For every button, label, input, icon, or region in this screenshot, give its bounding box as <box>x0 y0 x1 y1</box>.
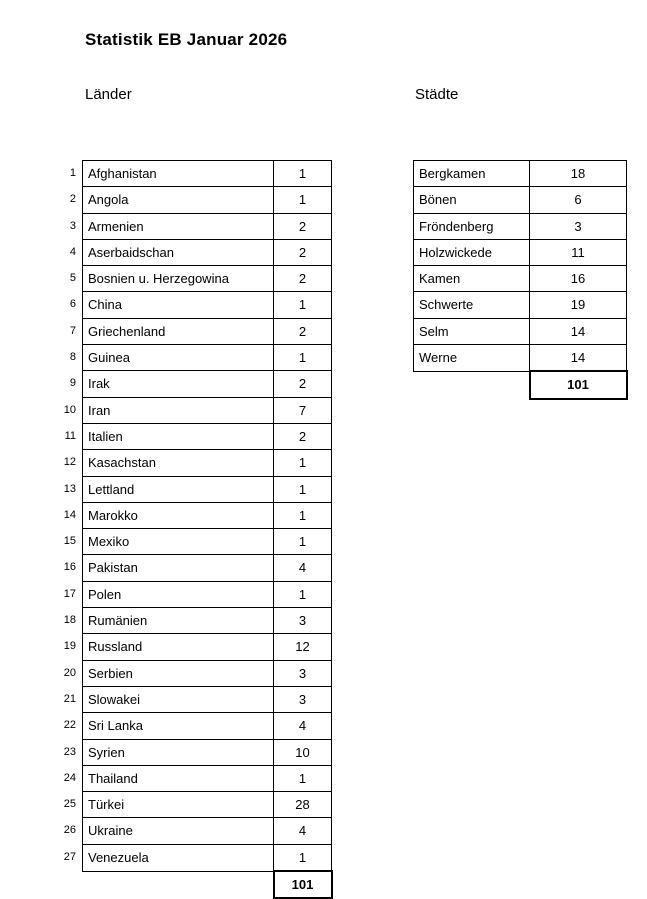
row-index: 1 <box>69 167 76 179</box>
city-count-cell: 16 <box>530 266 627 292</box>
cities-total-value: 101 <box>530 371 627 398</box>
table-row <box>36 266 332 292</box>
country-name-cell: Marokko <box>83 502 274 528</box>
country-name-cell: Mexiko <box>83 529 274 555</box>
table-row <box>36 292 332 318</box>
country-count-cell: 2 <box>274 318 332 344</box>
country-count-cell: 1 <box>274 581 332 607</box>
row-index: 14 <box>63 508 76 521</box>
country-count-cell: 2 <box>274 213 332 239</box>
country-name-cell: Rumänien <box>83 608 274 634</box>
table-row <box>414 292 627 318</box>
country-name-cell: Griechenland <box>83 318 274 344</box>
country-count-cell: 4 <box>274 555 332 581</box>
row-index: 4 <box>69 245 76 258</box>
table-row <box>36 529 332 555</box>
row-index: 25 <box>63 798 76 811</box>
city-count-cell: 14 <box>530 345 627 372</box>
country-name-cell: Guinea <box>83 345 274 371</box>
row-index: 9 <box>69 377 76 390</box>
row-index: 23 <box>63 745 76 758</box>
country-count-cell: 3 <box>274 608 332 634</box>
country-name-cell: Ukraine <box>83 818 274 844</box>
city-name-cell: Selm <box>414 318 530 344</box>
country-count-cell: 10 <box>274 739 332 765</box>
table-row <box>36 660 332 686</box>
table-row <box>36 239 332 265</box>
cities-total-row <box>414 371 627 398</box>
countries-section-heading: Länder <box>85 86 132 103</box>
city-name-cell: Werne <box>414 345 530 372</box>
countries-total-row <box>36 871 332 898</box>
country-count-cell: 7 <box>274 397 332 423</box>
country-count-cell: 2 <box>274 266 332 292</box>
countries-table <box>36 160 333 899</box>
country-name-cell: Italien <box>83 423 274 449</box>
row-index: 22 <box>63 719 76 732</box>
table-row <box>36 713 332 739</box>
table-row <box>36 423 332 449</box>
city-name-cell: Fröndenberg <box>414 213 530 239</box>
city-count-cell: 11 <box>530 239 627 265</box>
country-name-cell: Lettland <box>83 476 274 502</box>
country-count-cell: 1 <box>274 765 332 791</box>
table-row <box>414 187 627 213</box>
country-name-cell: Aserbaidschan <box>83 239 274 265</box>
total-label-cell <box>83 871 274 898</box>
countries-total-value: 101 <box>274 871 332 898</box>
row-index: 16 <box>63 561 76 574</box>
table-row <box>36 502 332 528</box>
city-count-cell: 3 <box>530 213 627 239</box>
table-row <box>36 608 332 634</box>
row-index: 17 <box>63 587 76 600</box>
country-count-cell: 2 <box>274 239 332 265</box>
country-name-cell: Bosnien u. Herzegowina <box>83 266 274 292</box>
country-name-cell: Türkei <box>83 792 274 818</box>
table-row <box>36 187 332 213</box>
country-name-cell: Angola <box>83 187 274 213</box>
table-row <box>36 476 332 502</box>
table-row <box>36 397 332 423</box>
country-count-cell: 1 <box>274 502 332 528</box>
row-index: 12 <box>63 456 76 469</box>
city-name-cell: Kamen <box>414 266 530 292</box>
country-count-cell: 1 <box>274 529 332 555</box>
city-count-cell: 19 <box>530 292 627 318</box>
city-name-cell: Bergkamen <box>414 161 530 187</box>
page-title: Statistik EB Januar 2026 <box>85 30 288 49</box>
total-label-cell <box>414 371 530 398</box>
country-name-cell: Afghanistan <box>83 161 274 187</box>
table-row <box>36 450 332 476</box>
table-row <box>36 371 332 397</box>
country-name-cell: Irak <box>83 371 274 397</box>
city-name-cell: Bönen <box>414 187 530 213</box>
row-index: 2 <box>69 193 76 206</box>
country-name-cell: Iran <box>83 397 274 423</box>
country-count-cell: 4 <box>274 713 332 739</box>
table-row <box>414 239 627 265</box>
row-index: 11 <box>64 429 76 442</box>
row-index: 8 <box>69 351 76 364</box>
country-name-cell: Russland <box>83 634 274 660</box>
table-row <box>36 765 332 791</box>
countries-table-container <box>36 160 333 899</box>
row-index: 6 <box>69 298 76 311</box>
row-index: 13 <box>63 482 76 495</box>
row-index: 20 <box>63 666 76 679</box>
table-row <box>36 634 332 660</box>
country-count-cell: 1 <box>274 292 332 318</box>
country-name-cell: Pakistan <box>83 555 274 581</box>
row-index: 7 <box>69 324 76 337</box>
country-name-cell: Sri Lanka <box>83 713 274 739</box>
table-row <box>36 581 332 607</box>
country-name-cell: China <box>83 292 274 318</box>
city-name-cell: Schwerte <box>414 292 530 318</box>
table-row <box>36 555 332 581</box>
table-row <box>36 792 332 818</box>
country-count-cell: 3 <box>274 660 332 686</box>
table-row <box>36 318 332 344</box>
row-index: 21 <box>63 692 76 705</box>
row-index: 26 <box>63 824 76 837</box>
country-count-cell: 3 <box>274 686 332 712</box>
country-name-cell: Slowakei <box>83 686 274 712</box>
country-count-cell: 1 <box>274 844 332 871</box>
country-count-cell: 12 <box>274 634 332 660</box>
row-index: 27 <box>63 850 76 863</box>
country-name-cell: Venezuela <box>83 844 274 871</box>
table-row <box>414 161 627 187</box>
city-name-cell: Holzwickede <box>414 239 530 265</box>
table-row <box>414 318 627 344</box>
country-name-cell: Serbien <box>83 660 274 686</box>
table-row <box>36 844 332 871</box>
country-name-cell: Armenien <box>83 213 274 239</box>
row-index: 10 <box>63 403 76 416</box>
cities-section-heading: Städte <box>415 86 459 103</box>
country-name-cell: Polen <box>83 581 274 607</box>
row-index: 24 <box>63 771 76 784</box>
table-row <box>414 345 627 372</box>
country-count-cell: 2 <box>274 423 332 449</box>
country-count-cell: 1 <box>274 476 332 502</box>
country-count-cell: 28 <box>274 792 332 818</box>
cities-table <box>413 160 628 400</box>
country-count-cell: 1 <box>274 161 332 187</box>
row-index: 5 <box>69 272 76 285</box>
country-name-cell: Thailand <box>83 765 274 791</box>
country-count-cell: 4 <box>274 818 332 844</box>
table-row <box>36 686 332 712</box>
city-count-cell: 18 <box>530 161 627 187</box>
city-count-cell: 6 <box>530 187 627 213</box>
table-row <box>36 345 332 371</box>
total-row-spacer <box>36 871 83 898</box>
row-index: 3 <box>69 219 76 232</box>
country-count-cell: 1 <box>274 345 332 371</box>
table-row <box>36 213 332 239</box>
country-count-cell: 1 <box>274 187 332 213</box>
city-count-cell: 14 <box>530 318 627 344</box>
row-index: 19 <box>63 640 76 653</box>
country-count-cell: 2 <box>274 371 332 397</box>
row-index: 18 <box>63 614 76 627</box>
country-name-cell: Syrien <box>83 739 274 765</box>
country-name-cell: Kasachstan <box>83 450 274 476</box>
table-row <box>414 213 627 239</box>
table-row <box>414 266 627 292</box>
cities-table-container <box>413 160 628 400</box>
table-row <box>36 161 332 187</box>
row-index: 15 <box>63 535 76 548</box>
country-count-cell: 1 <box>274 450 332 476</box>
table-row <box>36 739 332 765</box>
table-row <box>36 818 332 844</box>
